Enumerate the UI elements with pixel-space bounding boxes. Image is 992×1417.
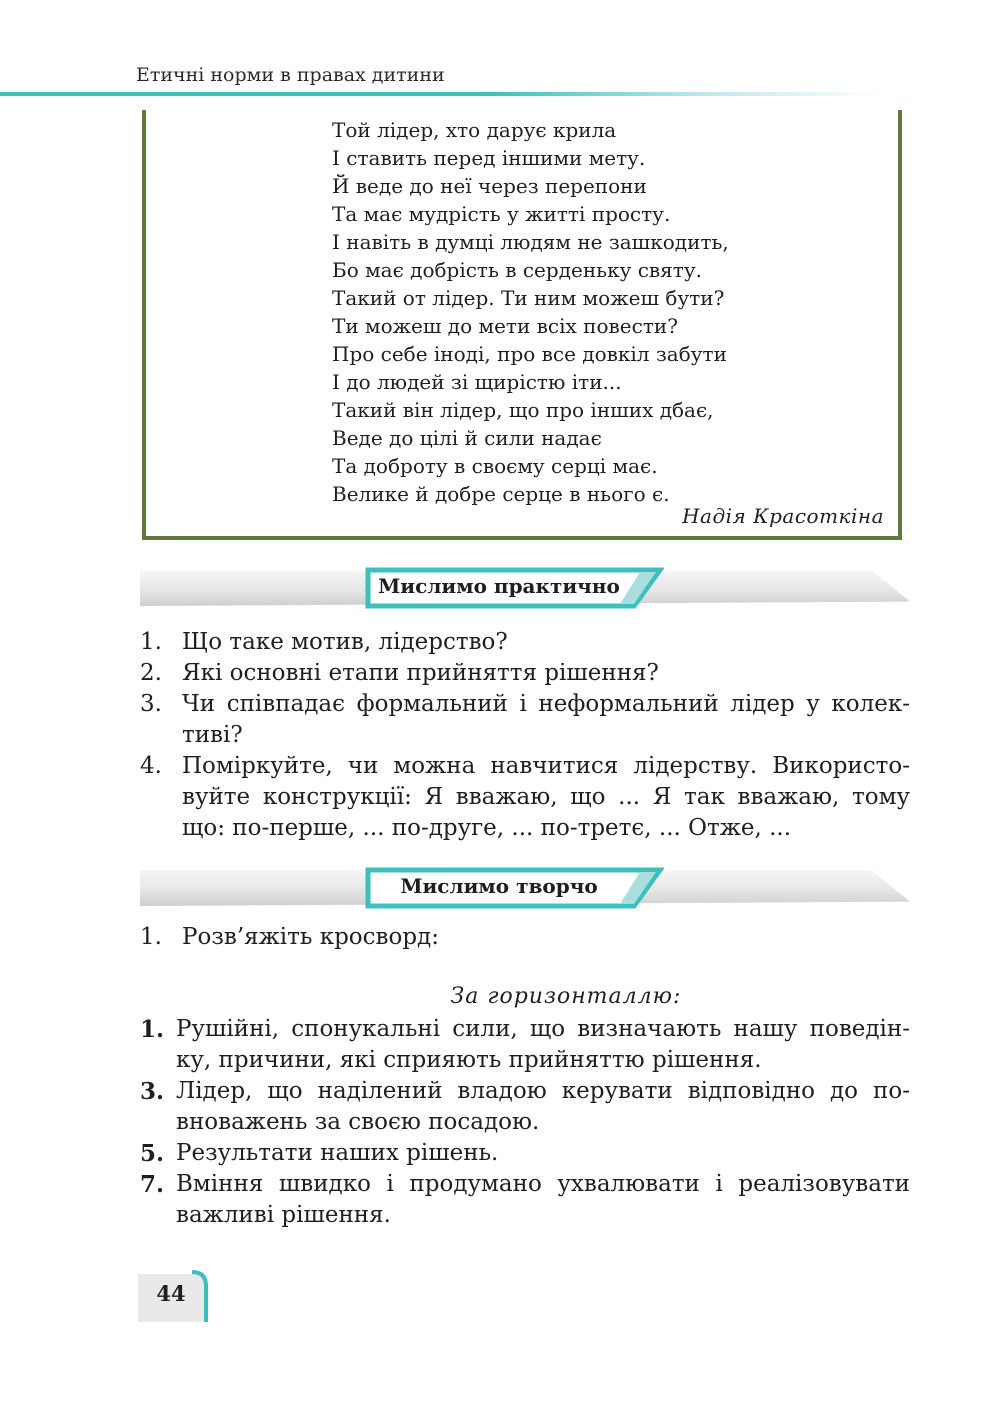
clue-number: 3. bbox=[140, 1078, 165, 1105]
poem-frame bbox=[142, 110, 902, 540]
section-heading-creative bbox=[140, 866, 910, 910]
practical-questions bbox=[140, 627, 910, 844]
clue-item bbox=[140, 1076, 910, 1138]
poem-line: Та має мудрість у житті просту. bbox=[332, 202, 671, 226]
crossword-clues bbox=[140, 1014, 910, 1231]
clue-item bbox=[140, 1169, 910, 1231]
item-text: Чи співпадає формальний і неформальний лідер у колек-тиві? bbox=[182, 691, 910, 748]
section-label-box bbox=[364, 866, 664, 906]
clue-item bbox=[140, 1138, 910, 1169]
page-number-tab bbox=[138, 1270, 208, 1322]
creative-task bbox=[140, 922, 910, 953]
clue-text: Рушійні, спонукальні сили, що визначають нашу поведін-ку, причини, які сприяють прийняттю рішення. bbox=[176, 1016, 910, 1073]
section-label-box bbox=[364, 566, 664, 606]
clue-number: 7. bbox=[140, 1171, 165, 1198]
poem-line: Такий от лідер. Ти ним можеш бути? bbox=[332, 286, 725, 310]
clue-item bbox=[140, 1014, 910, 1076]
section-title: Мислимо практично bbox=[378, 574, 620, 598]
list-item bbox=[140, 627, 910, 658]
poem-line: Велике й добре серце в нього є. bbox=[332, 482, 670, 506]
item-number: 3. bbox=[140, 691, 162, 717]
item-number: 4. bbox=[140, 753, 162, 779]
clue-text: Вміння швидко і продумано ухвалювати і реалізовувати важливі рішення. bbox=[176, 1171, 910, 1228]
running-header: Етичні норми в правах дитини bbox=[136, 64, 445, 86]
poem-line: Веде до цілі й сили надає bbox=[332, 426, 602, 450]
list-item bbox=[140, 689, 910, 751]
list-item bbox=[140, 658, 910, 689]
item-text: Що таке мотив, лідерство? bbox=[182, 629, 508, 655]
poem-line: Той лідер, хто дарує крила bbox=[332, 118, 617, 142]
poem-lines bbox=[332, 116, 729, 508]
poem-line: Про себе іноді, про все довкіл забути bbox=[332, 342, 727, 366]
header-rule bbox=[0, 92, 880, 96]
poem-line: І навіть в думці людям не зашкодить, bbox=[332, 230, 729, 254]
clue-number: 5. bbox=[140, 1140, 165, 1167]
list-item bbox=[140, 751, 910, 844]
list-item bbox=[140, 922, 910, 953]
clue-number: 1. bbox=[140, 1016, 165, 1043]
item-number: 1. bbox=[140, 629, 162, 655]
poem-line: Та доброту в своєму серці має. bbox=[332, 454, 658, 478]
poem-line: Ти можеш до мети всіх повести? bbox=[332, 314, 678, 338]
poem-line: Бо має добрість в серденьку святу. bbox=[332, 258, 702, 282]
item-text: Розв’яжіть кросворд: bbox=[182, 924, 439, 950]
item-text: Які основні етапи прийняття рішення? bbox=[182, 660, 659, 686]
section-heading-practical bbox=[140, 566, 910, 610]
item-number: 2. bbox=[140, 660, 162, 686]
crossword-subheading: За горизонталлю: bbox=[450, 984, 682, 1009]
page-number: 44 bbox=[156, 1281, 186, 1306]
poem-line: І до людей зі щирістю іти... bbox=[332, 370, 622, 394]
section-title: Мислимо творчо bbox=[400, 874, 598, 898]
poem-line: Й веде до неї через перепони bbox=[332, 174, 647, 198]
poem-line: Такий він лідер, що про інших дбає, bbox=[332, 398, 714, 422]
clue-text: Лідер, що наділений владою керувати відповідно до по-вноважень за своєю посадою. bbox=[176, 1078, 910, 1135]
poem-author: Надія Красоткіна bbox=[682, 504, 884, 528]
item-text: Поміркуйте, чи можна навчитися лідерству. Використо-вуйте конструкції: Я вважаю, що ... Я так вважаю, тому що: по-перше, ... по-друге, ... по-третє, ... Отже, ... bbox=[182, 753, 910, 841]
item-number: 1. bbox=[140, 924, 162, 950]
clue-text: Результати наших рішень. bbox=[176, 1140, 499, 1166]
poem-line: І ставить перед іншими мету. bbox=[332, 146, 646, 170]
